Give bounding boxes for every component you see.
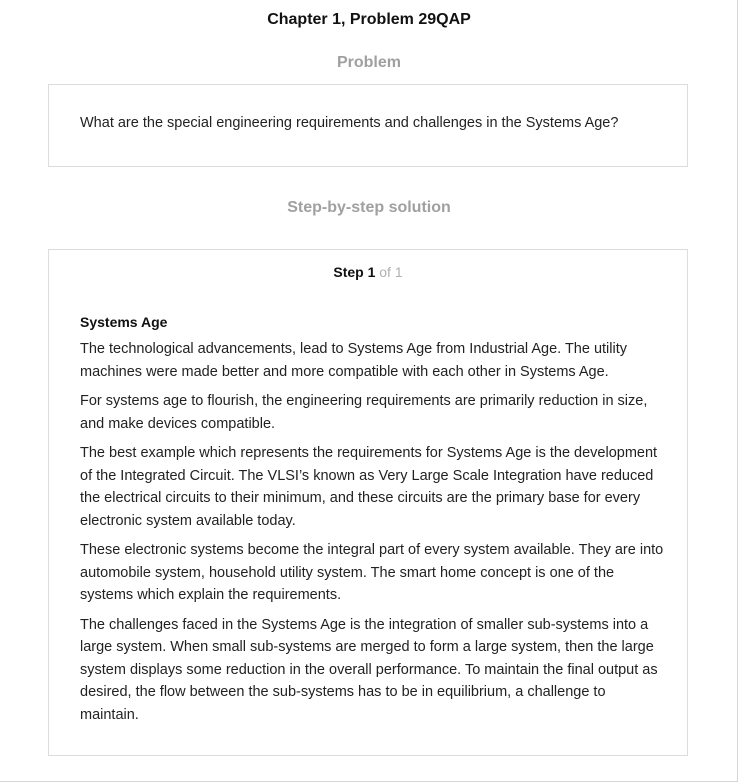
solution-card bbox=[48, 249, 688, 756]
problem-heading: Problem bbox=[336, 54, 401, 71]
solution-paragraph: For systems age to flourish, the engineering requirements are primarily reduction in size, and make devices compatible. bbox=[80, 393, 648, 432]
solution-paragraph: These electronic systems become the integral part of every system available. They are into automobile system, household utility system. The smart home concept is one of the systems which explain the requirements. bbox=[80, 542, 664, 603]
solution-subheading: Systems Age bbox=[80, 314, 168, 330]
step-label: Step 1 bbox=[333, 264, 376, 280]
page-title: Chapter 1, Problem 29QAP bbox=[267, 11, 471, 28]
step-indicator bbox=[49, 264, 687, 280]
solution-body bbox=[80, 312, 666, 733]
solution-paragraph: The best example which represents the requirements for Systems Age is the development of the Integrated Circuit. The VLSI’s known as Very Large Scale Integration have reduced the electrical circuits to their minimum, and these circuits are the primary base for every electronic system available today. bbox=[80, 445, 658, 529]
solution-paragraph: The technological advancements, lead to Systems Age from Industrial Age. The utility machines were made better and more compatible with each other in Systems Age. bbox=[80, 341, 627, 380]
solution-paragraph: The challenges faced in the Systems Age is the integration of smaller sub-systems into a large system. When small sub-systems are merged to form a large system, then the large system displays some reduction in the overall performance. To maintain the final output as desired, the flow between the sub-systems has to be in equilibrium, a challenge to maintain. bbox=[80, 616, 658, 723]
problem-card bbox=[48, 84, 688, 167]
solution-heading: Step-by-step solution bbox=[287, 199, 451, 216]
problem-text: What are the special engineering requirements and challenges in the Systems Age? bbox=[80, 115, 619, 131]
step-count: of 1 bbox=[379, 264, 403, 280]
